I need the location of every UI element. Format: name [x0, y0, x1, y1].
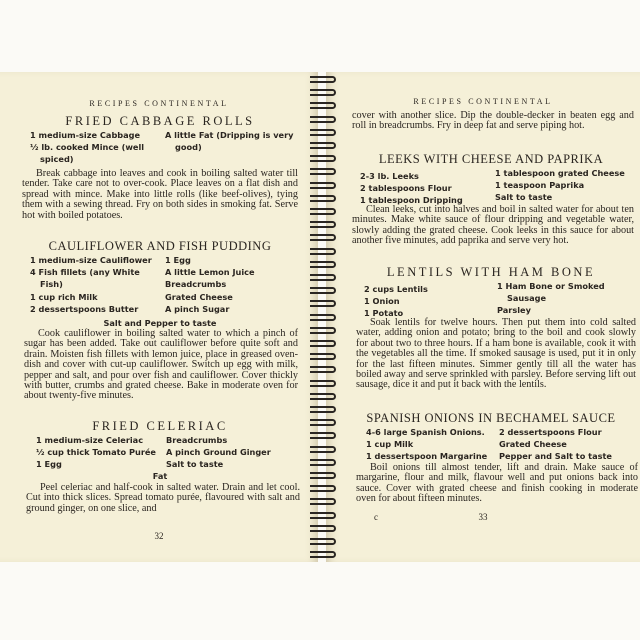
- spiral-loop: [310, 419, 336, 426]
- ingredient: 2 tablespoons Flour: [360, 183, 452, 194]
- spiral-loop: [310, 340, 336, 347]
- spiral-loop: [310, 366, 336, 373]
- spiral-loop: [310, 182, 336, 189]
- spiral-loop: [310, 498, 336, 505]
- ingredient: 2 dessertspoons Butter: [30, 303, 139, 314]
- spiral-loop: [310, 525, 336, 532]
- ingredient: 2-3 lb. Leeks: [360, 171, 419, 181]
- ingredient: 1 medium-size Cabbage: [30, 130, 141, 140]
- spiral-loop: [310, 168, 336, 175]
- ingredient: Grated Cheese: [165, 291, 233, 302]
- ingredient: 2 dessertspoons Flour: [499, 427, 602, 437]
- page-33: [326, 72, 640, 562]
- ingredient-list: [36, 434, 300, 472]
- spiral-loop: [310, 234, 336, 241]
- spiral-loop: [310, 538, 336, 545]
- signature-mark: c: [374, 512, 378, 522]
- ingredient: Fat: [152, 471, 168, 481]
- spiral-loop: [310, 89, 336, 96]
- ingredient: 1 Onion: [364, 296, 400, 307]
- ingredient: 4-6 large Spanish Onions.: [366, 427, 485, 437]
- ingredient: 1 cup rich Milk: [30, 291, 98, 302]
- open-cookbook: [0, 72, 640, 562]
- ingredient: A pinch Sugar: [165, 303, 230, 314]
- ingredient: 1 medium-size Celeriac: [36, 435, 144, 445]
- spiral-binding: [306, 72, 342, 562]
- page-number: 33: [478, 512, 488, 522]
- page-number: 32: [154, 531, 164, 541]
- running-header: RECIPES CONTINENTAL: [413, 97, 553, 106]
- spiral-loop: [310, 102, 336, 109]
- spiral-loop: [310, 129, 336, 136]
- ingredient: A little Fat (Dripping is very: [165, 130, 294, 140]
- ingredient: Breadcrumbs: [165, 279, 227, 290]
- spiral-loop: [310, 551, 336, 558]
- recipe-title: LEEKS WITH CHEESE AND PAPRIKA: [378, 152, 604, 166]
- ingredient: 1 medium-size Cauliflower: [30, 255, 152, 265]
- spiral-loop: [310, 116, 336, 123]
- ingredient: spiced): [40, 154, 74, 165]
- spiral-loop: [310, 432, 336, 439]
- spiral-loop: [310, 248, 336, 255]
- spiral-loop: [310, 393, 336, 400]
- ingredient: Fish): [40, 279, 63, 290]
- ingredient-list: [366, 426, 636, 464]
- spiral-loop: [310, 142, 336, 149]
- ingredient: good): [175, 142, 202, 153]
- ingredient: Salt to taste: [166, 459, 224, 470]
- ingredient-list: [360, 167, 630, 205]
- recipe-title: CAULIFLOWER AND FISH PUDDING: [48, 239, 272, 253]
- ingredient: Sausage: [507, 293, 547, 304]
- spiral-loop: [310, 512, 336, 519]
- ingredient: 1 tablespoon grated Cheese: [495, 168, 625, 178]
- spiral-loop: [310, 76, 336, 83]
- spiral-loop: [310, 155, 336, 162]
- recipe-method: Soak lentils for twelve hours. Then put them into cold salted water, adding onion and potato; bring to the boil and cook slowly for about two to three hours. If a ham bone is available, cook it with the vegetables all the time. If smoked sausage is used, put it in only for the last fifteen minutes. Simmer gently till all the water has boiled away and serve sprinkled with parsley. Before serving lift out sausage, dice it and put it back with the lentils.: [356, 317, 636, 391]
- ingredient: Salt to taste: [495, 192, 553, 203]
- ingredient: 1 teaspoon Paprika: [495, 180, 585, 191]
- ingredient: 1 Egg: [36, 459, 62, 470]
- recipe-method: Cook cauliflower in boiling salted water to which a pinch of sugar has been added. Take out cauliflower before quite soft and drain. Moisten fish fillets with lemon juice, place in greased oven-dish and cover with cut-up cauliflower. Switch up egg with milk, pepper and salt, and pour over fish and cauliflower. Cover thickly with butter, crumbs and grated cheese. Bake in moderate oven for about twenty-five minutes.: [24, 328, 298, 402]
- spiral-loop: [310, 327, 336, 334]
- spiral-loop: [310, 300, 336, 307]
- page-32: [0, 72, 318, 562]
- ingredient: Parsley: [497, 305, 531, 316]
- recipe-title: LENTILS WITH HAM BONE: [386, 265, 596, 279]
- spiral-loop: [310, 380, 336, 387]
- spiral-loop: [310, 314, 336, 321]
- recipe-title: SPANISH ONIONS IN BECHAMEL SAUCE: [366, 411, 616, 425]
- recipe-method: Break cabbage into leaves and cook in boiling salted water till tender. Take care not to over-cook. Place leaves on a flat dish and spread with mince. Make into little rolls (like beef-olives), tying them with a sewing thread. Fry on both sides in smoking fat. Serve hot with boiled potatoes.: [22, 168, 298, 221]
- ingredient: 1 Egg: [165, 255, 191, 265]
- ingredient: 1 Potato: [364, 308, 404, 319]
- recipe-method: Clean leeks, cut into halves and boil in salted water for about ten minutes. Make white sauce of flour dripping and vegetable water, slowly adding the grated cheese. Cook leeks in this sauce for about another five minutes, add paprika and serve very hot.: [352, 204, 634, 247]
- ingredient: A pinch Ground Ginger: [166, 447, 271, 458]
- spiral-loop: [310, 208, 336, 215]
- running-header: RECIPES CONTINENTAL: [89, 99, 229, 108]
- recipe-method: Boil onions till almost tender, lift and drain. Make sauce of margarine, flour and milk, flavour well and put onions back into sauce. Cover with grated cheese and finish cooking in moderate oven for about fifteen minutes.: [356, 462, 638, 505]
- continued-method: cover with another slice. Dip the double-decker in beaten egg and roll in breadcrumbs. Fry in deep fat and serve piping hot.: [352, 110, 634, 132]
- spiral-loop: [310, 472, 336, 479]
- ingredient: 1 Ham Bone or Smoked: [497, 281, 605, 291]
- ingredient: 1 tablespoon Dripping: [360, 195, 463, 206]
- recipe-method: Peel celeriac and half-cook in salted water. Drain and let cool. Cut into thick slices. Spread tomato purée, flavoured with salt and ground ginger, on one slice, and: [26, 482, 300, 514]
- spiral-loop: [310, 406, 336, 413]
- ingredient: 4 Fish fillets (any White: [30, 267, 140, 278]
- ingredient-list: [30, 254, 300, 316]
- ingredient: Salt and Pepper to taste: [103, 318, 217, 328]
- ingredient: 2 cups Lentils: [364, 284, 428, 294]
- ingredient: ½ cup thick Tomato Purée: [36, 447, 156, 458]
- ingredient: Breadcrumbs: [166, 435, 228, 445]
- ingredient: Pepper and Salt to taste: [499, 451, 612, 462]
- spiral-loop: [310, 195, 336, 202]
- recipe-title: FRIED CABBAGE ROLLS: [65, 114, 255, 128]
- spiral-loop: [310, 353, 336, 360]
- spiral-loop: [310, 274, 336, 281]
- ingredient: 1 cup Milk: [366, 439, 414, 450]
- spiral-loop: [310, 221, 336, 228]
- ingredient: ½ lb. cooked Mince (well: [30, 142, 145, 153]
- spiral-loop: [310, 485, 336, 492]
- ingredient-list: [30, 129, 300, 167]
- ingredient: Grated Cheese: [499, 439, 567, 450]
- recipe-title: FRIED CELERIAC: [92, 419, 228, 433]
- ingredient-list: [364, 280, 634, 318]
- ingredient: 1 dessertspoon Margarine: [366, 451, 488, 462]
- spiral-loop: [310, 261, 336, 268]
- spiral-loop: [310, 459, 336, 466]
- ingredient: A little Lemon Juice: [165, 267, 255, 278]
- spiral-loop: [310, 446, 336, 453]
- spiral-loop: [310, 287, 336, 294]
